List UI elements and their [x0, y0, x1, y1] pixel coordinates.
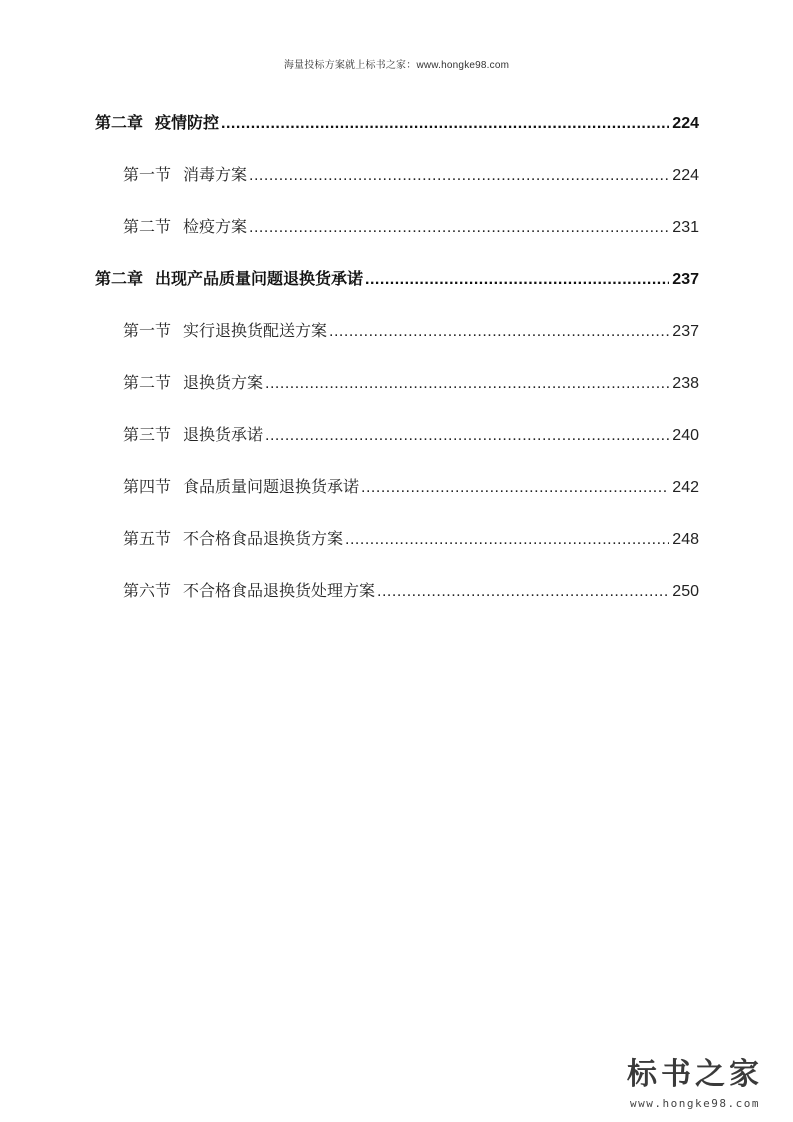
header-text: 海量投标方案就上标书之家：	[283, 60, 417, 71]
toc-entry-number: 第一节	[123, 165, 172, 184]
toc-entry-section[interactable]	[123, 370, 699, 394]
toc-entry-section[interactable]	[123, 474, 699, 498]
toc-entry-page: 224	[672, 115, 699, 132]
toc-dot-leader	[361, 479, 669, 497]
toc-entry-number: 第二章	[95, 113, 144, 132]
toc-entry-number: 第一节	[123, 321, 172, 340]
toc-entry-section[interactable]	[123, 578, 699, 602]
header-url: www.hongke98.com	[416, 60, 510, 71]
toc-entry-number: 第五节	[123, 529, 172, 548]
toc-entry-number: 第二章	[95, 269, 144, 288]
toc-entry-section[interactable]	[123, 422, 699, 446]
toc-dot-leader	[345, 531, 669, 549]
toc-entry-title: 出现产品质量问题退换货承诺	[155, 269, 364, 288]
watermark-brand: 标书之家	[627, 1057, 763, 1092]
toc-entry-title: 不合格食品退换货处理方案	[183, 581, 376, 600]
toc-entry-title: 疫情防控	[155, 113, 220, 132]
toc-entry-title: 退换货承诺	[183, 425, 264, 444]
toc-entry-title: 不合格食品退换货方案	[183, 529, 344, 548]
toc-entry-page: 231	[672, 219, 699, 236]
toc-dot-leader	[221, 115, 669, 133]
toc-entry-page: 237	[672, 323, 699, 340]
toc-entry-page: 250	[672, 583, 699, 600]
toc-entry-title: 食品质量问题退换货承诺	[183, 477, 360, 496]
toc-entry-number: 第六节	[123, 581, 172, 600]
toc-entry-title: 退换货方案	[183, 373, 264, 392]
toc-entry-number: 第四节	[123, 477, 172, 496]
toc-entry-section[interactable]	[123, 526, 699, 550]
toc-entry-title: 检疫方案	[183, 217, 248, 236]
watermark-logo	[615, 1059, 775, 1110]
toc-dot-leader	[329, 323, 669, 341]
toc-entry-number: 第二节	[123, 373, 172, 392]
toc-entry-title: 实行退换货配送方案	[183, 321, 328, 340]
toc-entry-page: 237	[672, 271, 699, 288]
watermark-site: www.hongke98.com	[630, 1097, 760, 1110]
toc-entry-page: 224	[672, 167, 699, 184]
toc-dot-leader	[265, 427, 669, 445]
toc-entry-page: 238	[672, 375, 699, 392]
toc-entry-section[interactable]	[123, 318, 699, 342]
toc-entry-section[interactable]	[123, 214, 699, 238]
toc-dot-leader	[377, 583, 669, 601]
toc-entry-number: 第三节	[123, 425, 172, 444]
toc-entry-page: 240	[672, 427, 699, 444]
toc-dot-leader	[249, 167, 669, 185]
toc-entry-page: 248	[672, 531, 699, 548]
toc-entry-page: 242	[672, 479, 699, 496]
toc-entry-number: 第二节	[123, 217, 172, 236]
toc-entry-title: 消毒方案	[183, 165, 248, 184]
toc-dot-leader	[249, 219, 669, 237]
toc-entry-section[interactable]	[123, 162, 699, 186]
toc-dot-leader	[265, 375, 669, 393]
toc-dot-leader	[365, 271, 669, 289]
toc-entry-chapter[interactable]	[95, 266, 699, 290]
toc-entry-chapter[interactable]	[95, 110, 699, 134]
